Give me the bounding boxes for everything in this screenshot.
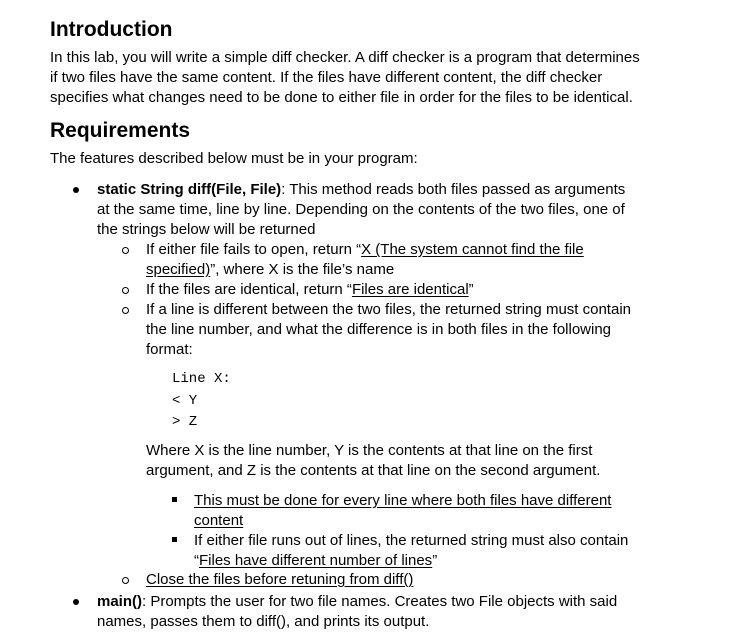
code-line-1: Line X: [172, 371, 231, 387]
sub1-link-part2: specified) [146, 261, 211, 278]
circle-bullet-icon [122, 287, 129, 294]
where-line-2: argument, and Z is the contents at that line on the second argument. [146, 462, 601, 479]
main-line-1 [97, 592, 617, 612]
sub3-line-2: the line number, and what the difference is in both files in the following [146, 321, 612, 338]
main-line-1-rest: : Prompts the user for two file names. Creates two File objects with said [142, 593, 618, 610]
sub1-line-2 [146, 260, 394, 280]
circle-bullet-icon [122, 577, 129, 584]
sq2-line-2 [194, 551, 437, 571]
requirements-heading: Requirements [50, 119, 191, 142]
main-signature: main() [97, 593, 142, 610]
sub2-link: Files are identical [351, 281, 469, 298]
intro-line-2: if two files have the same content. If the files have different content, the diff checker [50, 69, 603, 86]
code-line-3: > Z [172, 414, 198, 430]
intro-line-3: specifies what changes need to be done to either file in order for the files to be identical. [50, 89, 633, 106]
square-bullet-icon [172, 497, 177, 502]
sub3-line-1: If a line is different between the two files, the returned string must contain [146, 301, 631, 318]
disc-bullet-icon [73, 599, 79, 605]
diff-line-1 [97, 180, 625, 200]
code-line-2: < Y [172, 393, 198, 409]
sub4-line: Close the files before retuning from diff() [146, 571, 414, 588]
sub3-line-3: format: [146, 341, 193, 358]
sub1-pre: If either file fails to open, return “ [146, 241, 362, 258]
diff-line-2: at the same time, line by line. Depending on the contents of the two files, one of [97, 201, 625, 218]
sq1-line-1: This must be done for every line where both files have different [194, 492, 612, 509]
sub1-link-part1: X (The system cannot find the file [361, 241, 584, 258]
sq1-line-2: content [194, 512, 244, 529]
diff-line-1-rest: : This method reads both files passed as arguments [281, 181, 626, 198]
sub1-post: ”, where X is the file’s name [210, 261, 395, 278]
sq2-pre: “ [194, 552, 199, 569]
where-line-1: Where X is the line number, Y is the contents at that line on the first [146, 442, 593, 459]
disc-bullet-icon [73, 187, 79, 193]
intro-line-1: In this lab, you will write a simple diff checker. A diff checker is a program that determines [50, 49, 640, 66]
sub2-pre: If the files are identical, return “ [146, 281, 352, 298]
requirements-lead: The features described below must be in your program: [50, 150, 418, 167]
intro-heading: Introduction [50, 18, 173, 41]
sub1-line-1 [146, 240, 584, 260]
sub2-post: ” [468, 281, 474, 298]
sub2-line [146, 280, 474, 300]
circle-bullet-icon [122, 307, 129, 314]
square-bullet-icon [172, 537, 177, 542]
sq2-link: Files have different number of lines [199, 552, 433, 569]
main-line-2: names, passes them to diff(), and prints its output. [97, 613, 430, 630]
diff-signature: static String diff(File, File) [97, 181, 282, 198]
sq2-line-1: If either file runs out of lines, the returned string must also contain [194, 532, 629, 549]
circle-bullet-icon [122, 247, 129, 254]
diff-line-3: the strings below will be returned [97, 221, 316, 238]
sq2-post: ” [432, 552, 438, 569]
